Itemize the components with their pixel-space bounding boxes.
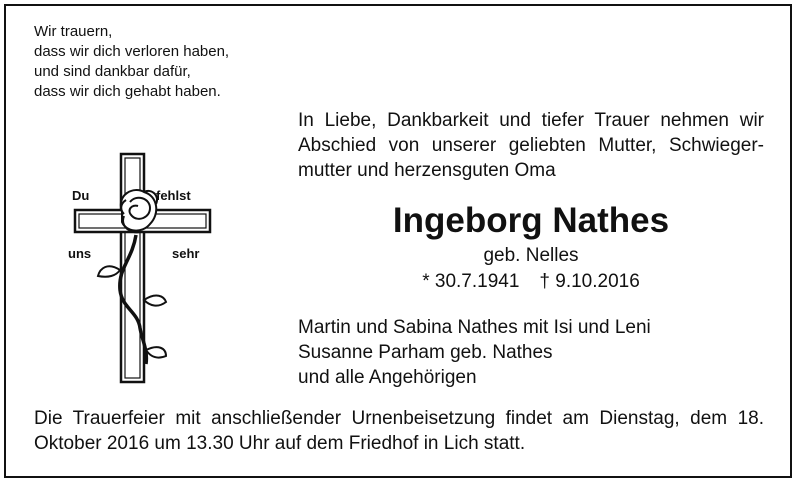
life-dates	[298, 270, 764, 294]
cross-with-rose-icon	[60, 150, 220, 385]
mourner-line: Martin und Sabina Nathes mit Isi und Leni	[298, 317, 651, 338]
poem-line: und sind dankbar dafür,	[34, 63, 191, 80]
cross-word-uns: uns	[68, 246, 92, 261]
deceased-name: Ingeborg Nathes	[392, 201, 670, 240]
birth-date: * 30.7.1941	[422, 271, 520, 292]
cross-word-du: Du	[72, 188, 90, 203]
cross-word-sehr: sehr	[172, 246, 200, 261]
cross-word-fehlst: fehlst	[156, 188, 191, 203]
poem-line: Wir trauern,	[34, 23, 113, 40]
birth-name: geb. Nelles	[483, 245, 579, 266]
rose-leaf	[98, 266, 120, 277]
intro-text: In Liebe, Dankbarkeit und tiefer Trauer nehmen wir Abschied von unserer geliebten Mutter, Schwieger-mutter und herzensguten Oma	[298, 110, 764, 181]
poem-line: dass wir dich verloren haben,	[34, 43, 230, 60]
poem	[34, 22, 294, 102]
mourners	[298, 315, 768, 390]
death-date: † 9.10.2016	[539, 271, 640, 292]
mourner-line: Susanne Parham geb. Nathes	[298, 342, 553, 363]
cross-drawing	[60, 150, 220, 385]
rose-leaf	[144, 296, 166, 306]
mourner-line: und alle Angehörigen	[298, 367, 477, 388]
rose-leaf	[146, 347, 166, 357]
poem-line: dass wir dich gehabt haben.	[34, 83, 221, 100]
ceremony-text: Die Trauerfeier mit anschließender Urnenbeisetzung findet am Dienstag, dem 18. Oktober 2016 um 13.30 Uhr auf dem Friedhof in Lich statt.	[34, 408, 764, 454]
